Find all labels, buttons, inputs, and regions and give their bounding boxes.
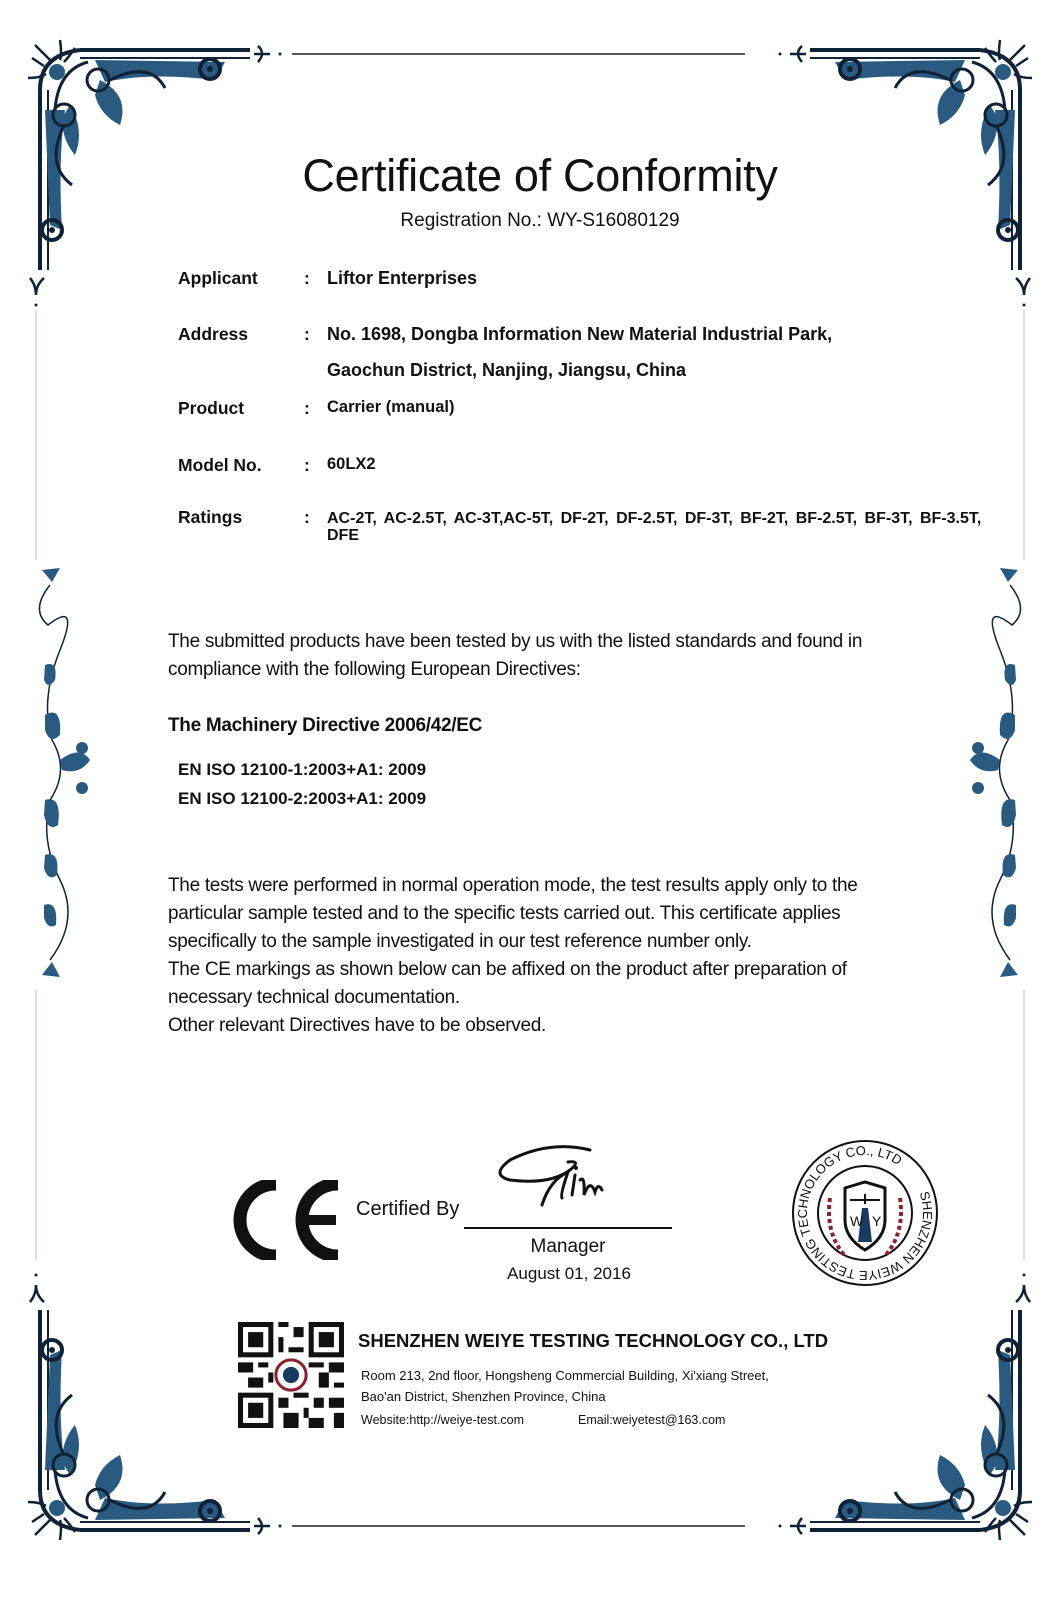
applicant-label: Applicant bbox=[178, 268, 258, 288]
product-label: Product bbox=[178, 398, 245, 418]
address-label: Address bbox=[178, 324, 249, 344]
qr-code[interactable] bbox=[238, 1322, 344, 1428]
ratings-colon: : bbox=[304, 507, 310, 527]
issuer-website-link[interactable]: Website:http://weiye-test.com bbox=[361, 1413, 525, 1427]
model-label: Model No. bbox=[178, 455, 262, 475]
notes-paragraph: The tests were performed in normal operation mode, the test results apply only to the particular sample tested and to the specific tests carried out. This certificate applies specifically to the sample investigated in our test reference number only. bbox=[168, 875, 858, 952]
applicant-value: Liftor Enterprises bbox=[327, 268, 478, 288]
certified-by-label: Certified By bbox=[356, 1198, 460, 1220]
intro-paragraph: The submitted products have been tested by us with the listed standards and found in compliance with the following European Directives: bbox=[168, 631, 863, 680]
ratings-label: Ratings bbox=[178, 507, 243, 527]
standard-item: EN ISO 12100-2:2003+A1: 2009 bbox=[178, 789, 427, 808]
applicant-colon: : bbox=[304, 268, 310, 288]
company-seal bbox=[790, 1138, 940, 1288]
corner-ornament-bottom-right bbox=[779, 1274, 1033, 1541]
signature bbox=[490, 1140, 620, 1215]
issue-date: August 01, 2016 bbox=[507, 1264, 631, 1283]
issuer-address-line2: Bao'an District, Shenzhen Province, China bbox=[361, 1389, 606, 1404]
signature-line bbox=[464, 1227, 672, 1229]
address-value-line1: No. 1698, Dongba Information New Material Industrial Park, bbox=[327, 324, 833, 344]
issuer-company-name: SHENZHEN WEIYE TESTING TECHNOLOGY CO., LTD bbox=[358, 1330, 829, 1351]
address-value-line2: Gaochun District, Nanjing, Jiangsu, China bbox=[327, 360, 687, 380]
svg-text:Y: Y bbox=[872, 1213, 882, 1229]
ratings-value: AC-2T, AC-2.5T, AC-3T,AC-5T, DF-2T, DF-2.5T, DF-3T, BF-2T, BF-2.5T, BF-3T, BF-3.5T, DFE bbox=[327, 510, 982, 544]
model-value: 60LX2 bbox=[327, 455, 376, 473]
address-colon: : bbox=[304, 324, 310, 344]
directive-heading: The Machinery Directive 2006/42/EC bbox=[168, 715, 483, 736]
issuer-email-link[interactable]: Email:weiyetest@163.com bbox=[578, 1413, 726, 1427]
issuer-address-line1: Room 213, 2nd floor, Hongsheng Commercial Building, Xi'xiang Street, bbox=[361, 1368, 769, 1383]
svg-text:W: W bbox=[850, 1213, 864, 1229]
ce-mark-icon bbox=[228, 1180, 348, 1260]
ce-notes-paragraph: The CE markings as shown below can be affixed on the product after preparation of necessary technical documentation. bbox=[168, 959, 847, 1008]
other-directives-note: Other relevant Directives have to be observed. bbox=[168, 1015, 547, 1036]
registration-number: Registration No.: WY-S16080129 bbox=[400, 210, 680, 231]
signer-title: Manager bbox=[530, 1236, 606, 1257]
svg-text:SHENZHEN WEIYE TESTING TECHNOL: SHENZHEN WEIYE TESTING TECHNOLOGY CO., LTD bbox=[794, 1142, 936, 1284]
product-value: Carrier (manual) bbox=[327, 398, 455, 416]
standard-item: EN ISO 12100-1:2003+A1: 2009 bbox=[178, 760, 427, 779]
product-colon: : bbox=[304, 398, 310, 418]
page-title: Certificate of Conformity bbox=[302, 150, 778, 201]
model-colon: : bbox=[304, 455, 310, 475]
